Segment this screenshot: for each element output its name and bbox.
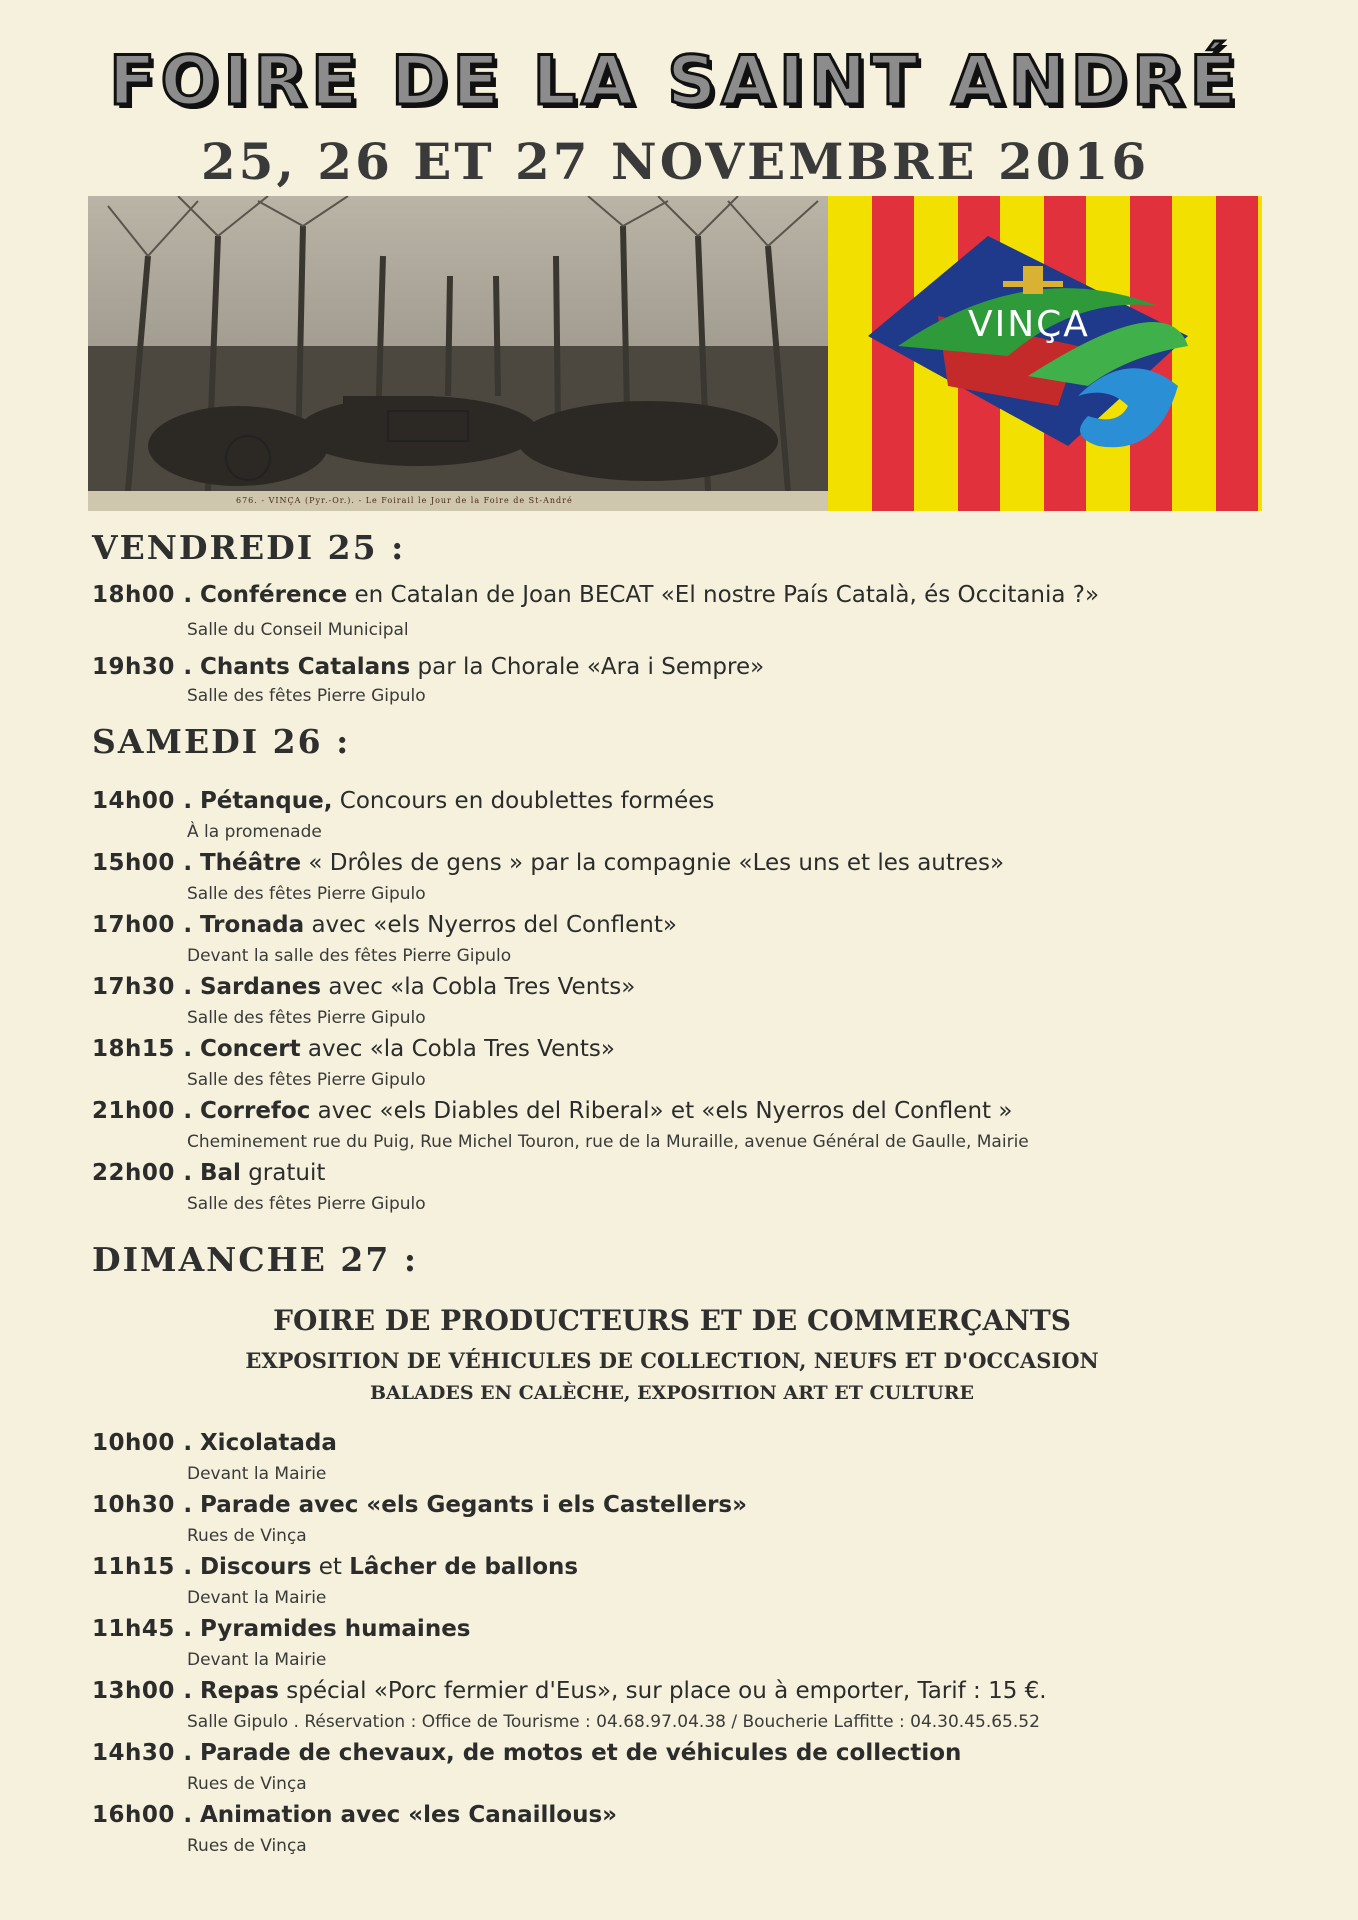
event-location: À la promenade — [187, 822, 322, 842]
event-location: Salle des fêtes Pierre Gipulo — [187, 686, 426, 706]
fair-line-3: BALADES EN CALÈCHE, EXPOSITION ART ET CULTURE — [369, 1382, 975, 1404]
event-location: Salle des fêtes Pierre Gipulo — [187, 884, 426, 904]
event-location: Salle des fêtes Pierre Gipulo — [187, 1070, 426, 1090]
event-location: Rues de Vinça — [187, 1836, 307, 1856]
event-row: 11h45 . Pyramides humaines — [92, 1616, 471, 1642]
day-heading-dimanche: DIMANCHE 27 : — [92, 1240, 419, 1279]
event-row: 19h30 . Chants Catalans par la Chorale «Ara i Sempre» — [92, 654, 765, 680]
event-row: 17h00 . Tronada avec «els Nyerros del Conflent» — [92, 912, 677, 938]
event-row: 10h00 . Xicolatada — [92, 1430, 337, 1456]
fair-photo — [88, 196, 828, 511]
logo-text: VINÇA — [968, 304, 1090, 345]
fair-line-1: FOIRE DE PRODUCTEURS ET DE COMMERÇANTS — [273, 1304, 1071, 1337]
event-row: 15h00 . Théâtre « Drôles de gens » par la compagnie «Les uns et les autres» — [92, 850, 1005, 876]
event-row: 18h00 . Conférence en Catalan de Joan BECAT «El nostre País Català, és Occitania ?» — [92, 582, 1100, 608]
event-row: 21h00 . Correfoc avec «els Diables del Riberal» et «els Nyerros del Conflent » — [92, 1098, 1013, 1124]
event-location: Salle Gipulo . Réservation : Office de Tourisme : 04.68.97.04.38 / Boucherie Laffitte : 04.30.45.65.52 — [187, 1712, 1040, 1732]
event-row: 14h30 . Parade de chevaux, de motos et de véhicules de collection — [92, 1740, 962, 1766]
event-location: Devant la salle des fêtes Pierre Gipulo — [187, 946, 512, 966]
fair-photo-illustration — [88, 196, 828, 511]
event-row: 16h00 . Animation avec «les Canaillous» — [92, 1802, 618, 1828]
event-location: Devant la Mairie — [187, 1650, 327, 1670]
photo-caption: 676. - VINÇA (Pyr.-Or.). - Le Foirail le Jour de la Foire de St-André — [88, 491, 828, 511]
event-location: Salle du Conseil Municipal — [187, 620, 409, 640]
event-row: 11h15 . Discours et Lâcher de ballons — [92, 1554, 579, 1580]
poster-dates: 25, 26 ET 27 NOVEMBRE 2016 — [200, 132, 1150, 191]
event-location: Salle des fêtes Pierre Gipulo — [187, 1008, 426, 1028]
event-location: Devant la Mairie — [187, 1588, 327, 1608]
poster-title: FOIRE DE LA SAINT ANDRÉ — [109, 42, 1241, 121]
fair-line-2: EXPOSITION DE VÉHICULES DE COLLECTION, NEUFS ET D'OCCASION — [245, 1348, 1099, 1373]
event-row: 17h30 . Sardanes avec «la Cobla Tres Vents» — [92, 974, 636, 1000]
event-row: 14h00 . Pétanque, Concours en doublettes formées — [92, 788, 715, 814]
event-row: 22h00 . Bal gratuit — [92, 1160, 326, 1186]
event-location: Salle des fêtes Pierre Gipulo — [187, 1194, 426, 1214]
day-heading-vendredi: VENDREDI 25 : — [92, 528, 406, 567]
vinca-logo — [828, 196, 1262, 511]
event-location: Rues de Vinça — [187, 1526, 307, 1546]
event-location: Rues de Vinça — [187, 1774, 307, 1794]
day-heading-samedi: SAMEDI 26 : — [92, 722, 351, 761]
event-row: 10h30 . Parade avec «els Gegants i els Castellers» — [92, 1492, 747, 1518]
event-row: 13h00 . Repas spécial «Porc fermier d'Eus», sur place ou à emporter, Tarif : 15 €. — [92, 1678, 1047, 1704]
event-row: 18h15 . Concert avec «la Cobla Tres Vents» — [92, 1036, 615, 1062]
event-location: Devant la Mairie — [187, 1464, 327, 1484]
vinca-flag — [828, 196, 1262, 511]
event-location: Cheminement rue du Puig, Rue Michel Touron, rue de la Muraille, avenue Général de Gaulle, Mairie — [187, 1132, 1029, 1152]
